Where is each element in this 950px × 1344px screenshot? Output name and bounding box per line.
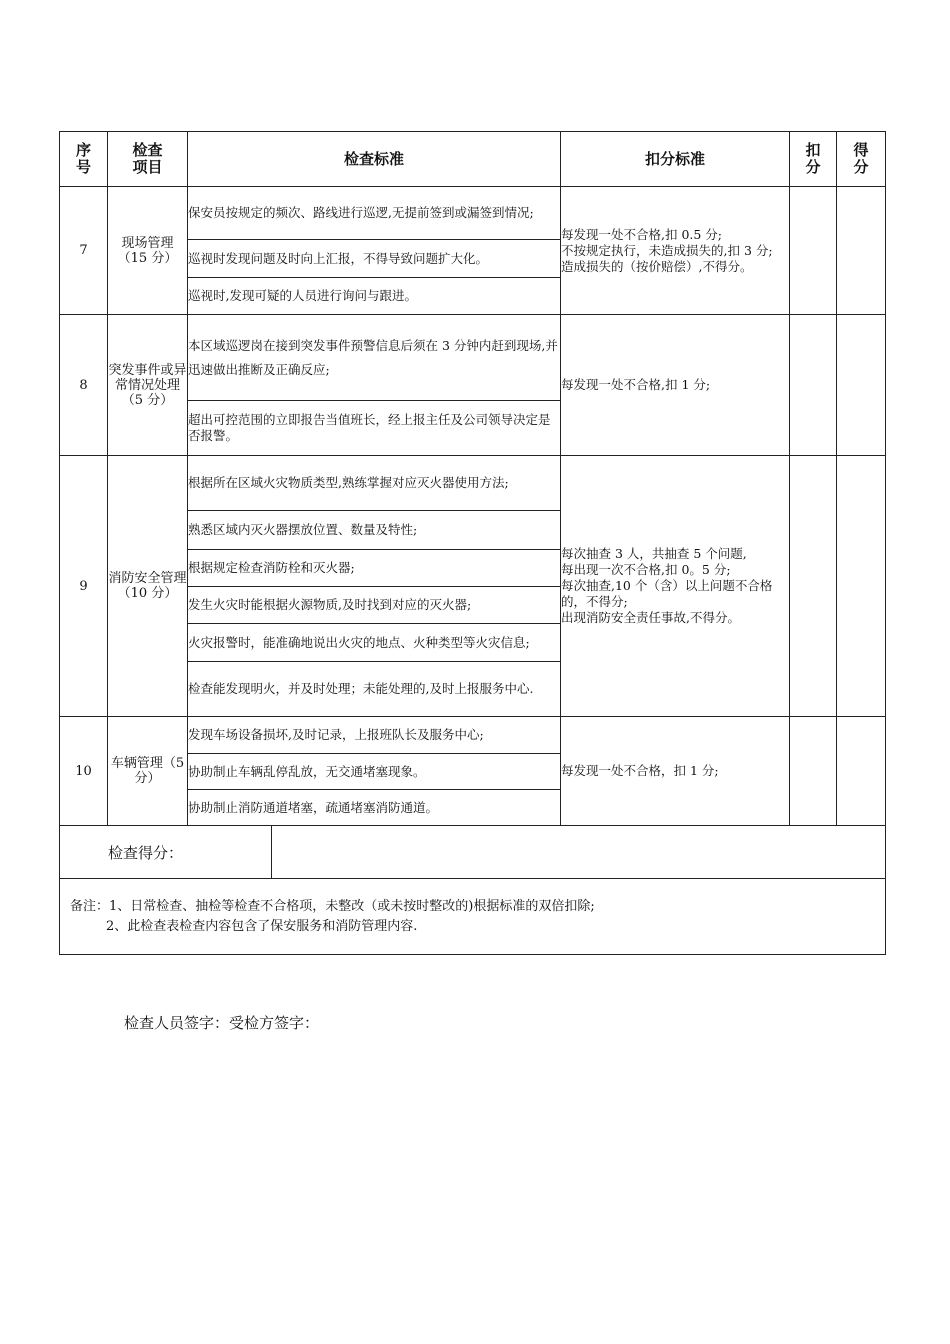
remark-line: 2、此检查表检查内容包含了保安服务和消防管理内容. <box>106 919 418 934</box>
row-seq: 9 <box>60 456 108 717</box>
deduction-line: 造成损失的（按价赔偿）,不得分。 <box>561 258 753 274</box>
criteria-cell: 协助制止车辆乱停乱放，无交通堵塞现象。 <box>188 754 561 790</box>
criteria-cell: 巡视时发现问题及时向上汇报，不得导致问题扩大化。 <box>188 240 561 278</box>
header-item: 检查项目 <box>108 132 188 187</box>
signature-line: 检查人员签字：受检方签字： <box>124 1014 320 1032</box>
total-score-value[interactable] <box>271 826 885 878</box>
table-row <box>60 456 886 511</box>
row-item: 突发事件或异常情况处理（5 分） <box>108 315 188 456</box>
criteria-cell: 检查能发现明火，并及时处理；未能处理的,及时上报服务中心. <box>188 662 561 717</box>
deduct-cell[interactable] <box>790 315 837 456</box>
deduction-cell <box>561 717 790 826</box>
total-score-label: 检查得分： <box>60 826 271 878</box>
header-score: 得分 <box>837 132 886 187</box>
row-seq: 7 <box>60 187 108 315</box>
remark-line: 备注：1、日常检查、抽检等检查不合格项，未整改（或未按时整改的)根据标准的双倍扣除; <box>70 899 595 914</box>
row-seq: 10 <box>60 717 108 826</box>
criteria-cell: 超出可控范围的立即报告当值班长，经上报主任及公司领导决定是否报警。 <box>188 401 561 456</box>
deduction-line: 每发现一处不合格,扣 1 分; <box>561 377 711 392</box>
remarks-row <box>60 879 886 955</box>
criteria-cell: 根据规定检查消防栓和灭火器; <box>188 550 561 587</box>
header-seq: 序号 <box>60 132 108 187</box>
row-item: 消防安全管理（10 分） <box>108 456 188 717</box>
criteria-cell: 熟悉区域内灭火器摆放位置、数量及特性; <box>188 511 561 550</box>
deduct-cell[interactable] <box>790 187 837 315</box>
criteria-cell: 根据所在区域火灾物质类型,熟练掌握对应灭火器使用方法; <box>188 456 561 511</box>
header-deduct: 扣分 <box>790 132 837 187</box>
deduction-line: 出现消防安全责任事故,不得分。 <box>561 610 740 625</box>
deduction-line: 每次抽查,10 个（含）以上问题不合格的，不得分; <box>561 578 773 609</box>
table-header-row <box>60 132 886 187</box>
deduction-line: 不按规定执行，未造成损失的,扣 3 分; <box>561 242 773 258</box>
criteria-cell: 本区域巡逻岗在接到突发事件预警信息后须在 3 分钟内赶到现场,并迅速做出推断及正确反应; <box>188 315 561 401</box>
deduction-line: 每发现一处不合格,扣 0.5 分; <box>561 226 723 242</box>
table-row <box>60 717 886 754</box>
criteria-cell: 火灾报警时，能准确地说出火灾的地点、火种类型等火灾信息; <box>188 624 561 662</box>
row-item: 车辆管理（5 分） <box>108 717 188 826</box>
deduction-line: 每次抽查 3 人，共抽查 5 个问题, <box>561 546 747 561</box>
header-criteria: 检查标准 <box>188 132 561 187</box>
header-deduction-standard: 扣分标准 <box>561 132 790 187</box>
score-cell[interactable] <box>837 315 886 456</box>
deduction-cell <box>561 315 790 456</box>
score-cell[interactable] <box>837 187 886 315</box>
criteria-cell: 发生火灾时能根据火源物质,及时找到对应的灭火器; <box>188 587 561 624</box>
deduction-line: 每出现一次不合格,扣 0。5 分; <box>561 562 731 577</box>
inspection-table <box>59 131 886 955</box>
table-row <box>60 315 886 401</box>
score-cell[interactable] <box>837 717 886 826</box>
deduct-cell[interactable] <box>790 456 837 717</box>
deduction-cell <box>561 456 790 717</box>
deduction-line: 每发现一处不合格，扣 1 分; <box>561 763 719 778</box>
criteria-cell: 巡视时,发现可疑的人员进行询问与跟进。 <box>188 278 561 315</box>
row-item: 现场管理（15 分） <box>108 187 188 315</box>
criteria-cell: 保安员按规定的频次、路线进行巡逻,无提前签到或漏签到情况; <box>188 187 561 240</box>
deduct-cell[interactable] <box>790 717 837 826</box>
criteria-cell: 协助制止消防通道堵塞，疏通堵塞消防通道。 <box>188 790 561 826</box>
criteria-cell: 发现车场设备损坏,及时记录，上报班队长及服务中心; <box>188 717 561 754</box>
score-cell[interactable] <box>837 456 886 717</box>
row-seq: 8 <box>60 315 108 456</box>
deduction-cell <box>561 187 790 315</box>
table-row <box>60 187 886 240</box>
total-score-row <box>60 826 886 879</box>
